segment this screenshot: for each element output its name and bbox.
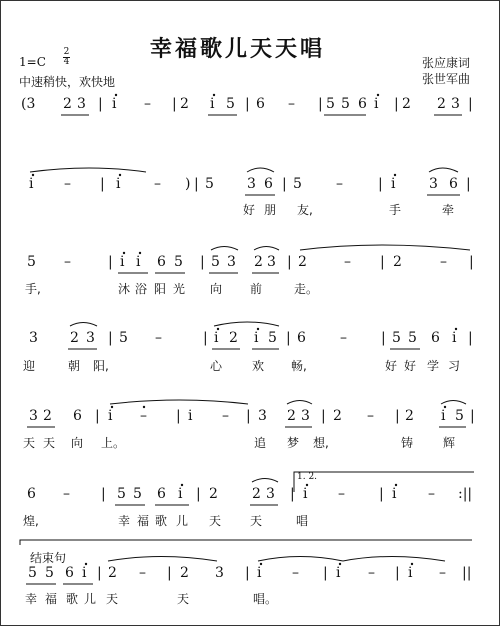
lyric: 唱 [296,514,309,528]
lyric: 欢 [252,359,265,373]
note: – [336,176,343,192]
note: 5 [408,330,417,346]
note: 6 [449,176,458,192]
note: 5 [27,254,36,270]
note: 5 [133,486,142,502]
barline: | [245,565,250,581]
note: 2 [254,254,263,270]
note: – [288,96,295,112]
note: 2 [43,408,52,424]
note: 6 [73,408,82,424]
note: 5 [455,408,464,424]
barline: | [100,176,105,192]
barline: | [203,330,208,346]
lyric: 牵 [442,203,455,217]
note: 3 [451,96,460,112]
barline: | [468,96,473,112]
barline: | [176,408,181,424]
volta-label: 1. 2. [297,472,318,482]
note: i [408,565,413,581]
barline: | [395,408,400,424]
lyric: 铸 [401,436,414,450]
note: 5 [117,486,126,502]
lyric: 幸 [118,514,131,528]
lyric: 手 [389,203,402,217]
note: 3 [429,176,438,192]
lyric: 心 [210,359,223,373]
lyric: 福 [45,592,58,606]
note: 3 [227,254,236,270]
note: i [112,96,117,112]
note: 5 [45,565,54,581]
note: 2 [402,96,411,112]
note: 2 [63,96,72,112]
note: 3 [29,408,38,424]
note: – [440,254,447,270]
note: 2 [393,254,402,270]
lyric: 向 [71,436,84,450]
note: 6 [157,254,166,270]
note: 5 [326,96,335,112]
note: 2 [287,408,296,424]
barline: | [290,486,295,502]
note: 2 [180,565,189,581]
lyric: 追 [254,436,267,450]
note: 5 [226,96,235,112]
note: – [64,254,71,270]
meter-top: 2 [63,47,70,57]
note: 6 [256,96,265,112]
note: 6 [264,176,273,192]
barline: | [167,565,172,581]
note: – [367,408,374,424]
lyric: 学 [427,359,440,373]
lyric: 唱。 [253,592,278,606]
note: – [428,486,435,502]
composer: 张世军曲 [422,72,471,86]
note: 6 [297,330,306,346]
repeat-end: :|| [458,486,473,502]
note: i [108,408,113,424]
note: 6 [65,565,74,581]
note: 3 [215,565,224,581]
barline: | [108,330,113,346]
note: i [116,176,121,192]
note: i [392,486,397,502]
barline: | [97,565,102,581]
note: i [82,565,87,581]
lyric: 阳 [154,282,167,296]
lyric: 梦 [287,436,300,450]
lyric: 上。 [101,436,126,450]
barline: | [245,96,250,112]
note: 3 [77,96,86,112]
barline: | [287,254,292,270]
lyric: 天 [43,436,56,450]
barline: | [196,486,201,502]
note: – [439,565,446,581]
note: i [29,176,34,192]
barline: | [108,254,113,270]
barline: | [286,330,291,346]
note: i [336,565,341,581]
note: 2 [180,96,189,112]
note: 5 [28,565,37,581]
barline: | [380,254,385,270]
note: 3 [258,408,267,424]
barline: | [381,330,386,346]
lyric: 习 [448,359,461,373]
lyric: 迎 [23,359,36,373]
barline: | [468,330,473,346]
note: 2 [298,254,307,270]
lyric: 畅, [291,359,307,373]
note: 5 [174,254,183,270]
note: 3 [266,486,275,502]
lyric: 天 [23,436,36,450]
barline: | [379,486,384,502]
note: i [254,330,259,346]
barline: | [200,254,205,270]
lyric: 光 [173,282,186,296]
note: – [63,486,70,502]
note: 3 [86,330,95,346]
note: – [144,96,151,112]
note: 2 [229,330,238,346]
barline: | [282,176,287,192]
note: 5 [341,96,350,112]
meter-bottom: 4 [63,57,70,67]
final-barline: || [462,565,472,581]
note: – [140,408,147,424]
note: i [303,486,308,502]
note: 6 [358,96,367,112]
note: i [257,565,262,581]
lyric: 想, [313,436,329,450]
note: – [292,565,299,581]
song-title: 幸福歌儿天天唱 [150,36,326,62]
note: 3 [267,254,276,270]
note: – [340,330,347,346]
lyric: 好 [385,359,398,373]
lyric: 天 [177,592,190,606]
note: – [344,254,351,270]
barline: | [172,96,177,112]
barline: | [469,254,474,270]
note: i [441,408,446,424]
note: i [136,254,141,270]
lyric: 天 [209,514,222,528]
lyric: 天 [106,592,119,606]
note: ) [185,176,191,192]
note: 2 [437,96,446,112]
lyric: 歌 [66,592,79,606]
lyric: 浴 [135,282,148,296]
barline: | [470,408,475,424]
note: 3 [29,330,38,346]
lyric: 煌, [23,514,39,528]
note: 6 [157,486,166,502]
barline: | [394,96,399,112]
key-signature: 1=C [19,55,46,69]
note: 2 [333,408,342,424]
lyric: 沐 [118,282,131,296]
note: 5 [268,330,277,346]
lyric: 朝 [68,359,81,373]
barline: | [98,96,103,112]
note: – [155,330,162,346]
barline: | [318,96,323,112]
lyric: 福 [137,514,150,528]
ending-label: 结束句 [30,551,67,565]
lyric: 好 [243,203,256,217]
lyric: 好 [404,359,417,373]
note: 5 [119,330,128,346]
lyric: 向 [210,282,223,296]
note: 6 [27,486,36,502]
note: 2 [70,330,79,346]
lyric: 友, [297,203,313,217]
note: 2 [209,486,218,502]
lyric: 前 [250,282,263,296]
barline: | [323,565,328,581]
note: 3 [301,408,310,424]
tempo-marking: 中速稍快，欢快地 [19,75,116,89]
note: 5 [293,176,302,192]
note: – [338,486,345,502]
note: 2 [108,565,117,581]
lyric: 阳, [93,359,109,373]
note: (3 [21,96,36,112]
lyricist: 张应康词 [422,56,471,70]
barline: | [101,486,106,502]
note: 5 [205,176,214,192]
note: 2 [252,486,261,502]
note: i [452,330,457,346]
barline: | [466,176,471,192]
lyric: 儿 [176,514,189,528]
note: – [368,565,375,581]
lyric: 幸 [25,592,38,606]
note: – [139,565,146,581]
note: i [178,486,183,502]
note: i [391,176,396,192]
barline: | [95,408,100,424]
note: – [222,408,229,424]
lyric: 天 [250,514,263,528]
note: 6 [431,330,440,346]
note: 3 [247,176,256,192]
note: i [188,408,193,424]
lyric: 手, [25,282,41,296]
note: 2 [405,408,414,424]
barline: | [321,408,326,424]
lyric: 辉 [443,436,456,450]
lyric: 歌 [155,514,168,528]
note: i [210,96,215,112]
note: i [214,330,219,346]
note: – [64,176,71,192]
barline: | [395,565,400,581]
barline: | [194,176,199,192]
lyric: 走。 [294,282,319,296]
lyric: 儿 [84,592,97,606]
note: 5 [392,330,401,346]
note: i [374,96,379,112]
note: – [154,176,161,192]
lyric: 朋 [264,203,277,217]
note: 5 [211,254,220,270]
barline: | [246,408,251,424]
note: i [120,254,125,270]
barline: | [378,176,383,192]
